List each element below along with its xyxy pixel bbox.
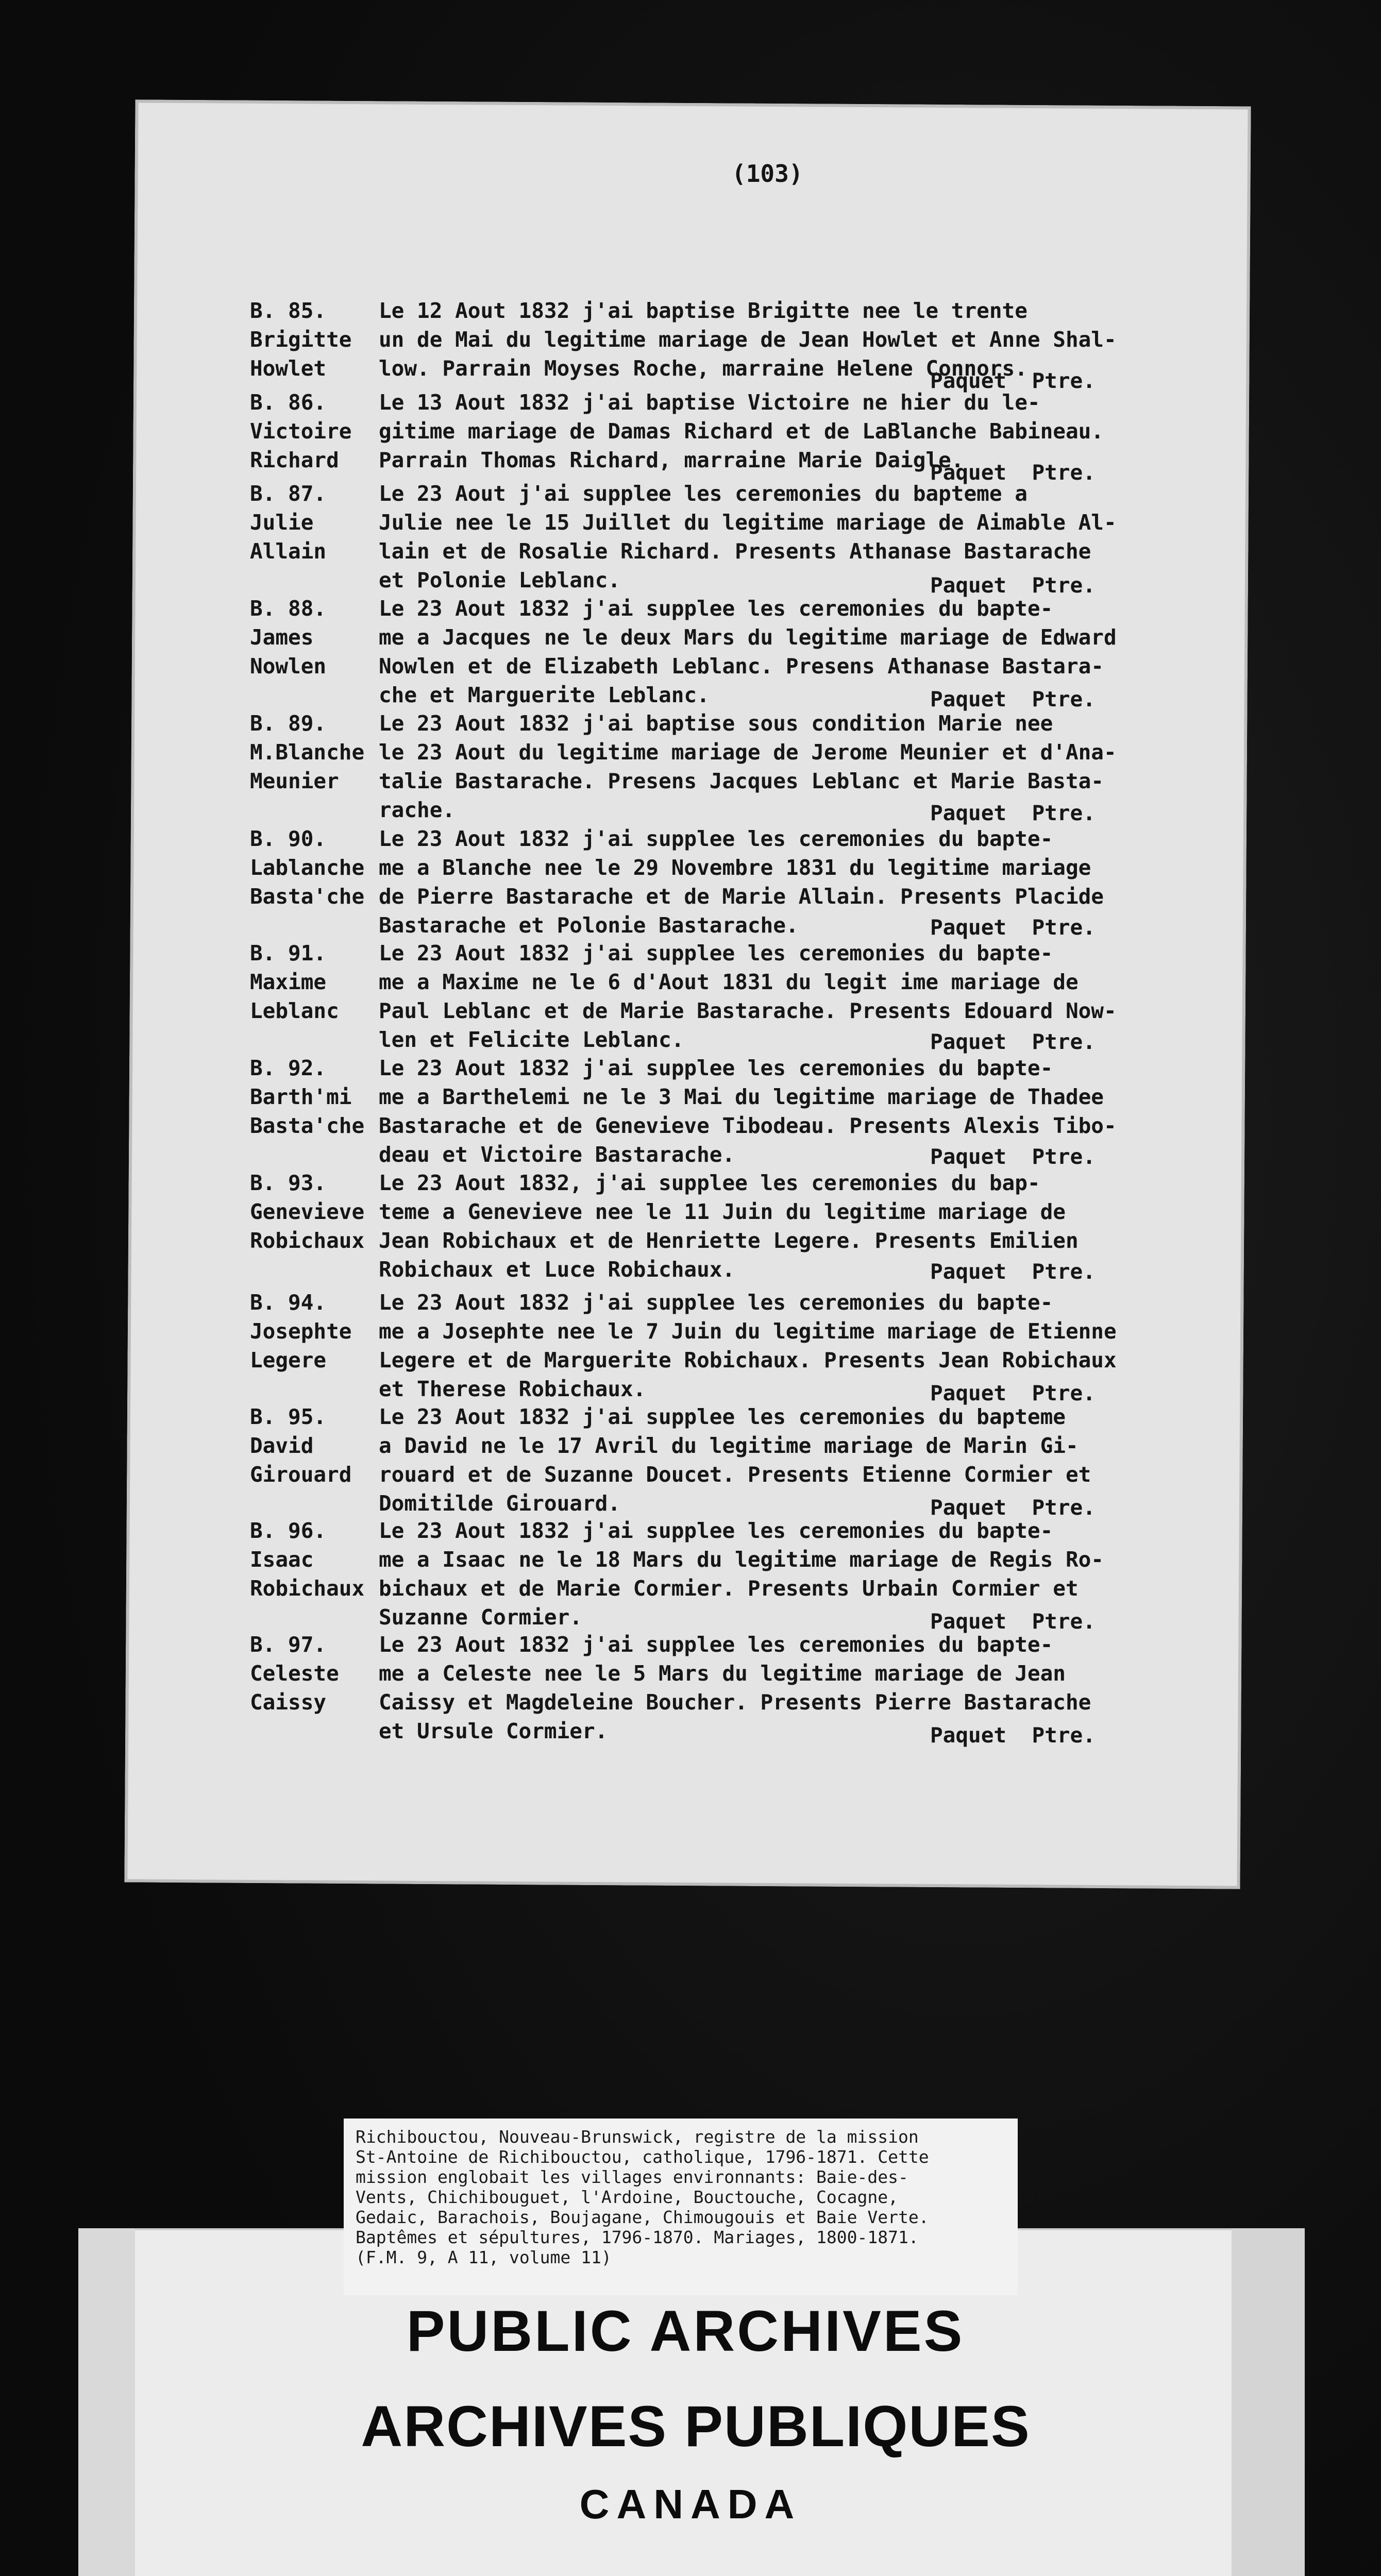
entry-text: Le 23 Aout 1832, j'ai supplee les ceremonies du bap- teme a Genevieve nee le 11 Juin du legitime mariage de Jean Robichaux et de Henriette Legere. Presents Emilien Robichaux et Luce Robichaux. <box>379 1171 1079 1282</box>
entry-text: Le 23 Aout 1832 j'ai supplee les ceremonies du bapte- me a Maxime ne le 6 d'Aout 1831 du legit ime mariage de Paul Leblanc et de Marie Bastarache. Presents Edouard Now- len et Felicite Leblanc. <box>379 941 1117 1052</box>
collection-label-text: Richibouctou, Nouveau-Brunswick, registre de la mission St-Antoine de Richibouctou, catholique, 1796-1871. Cette mission englobait les villages environnants: Baie-des- Vents, Chichibouguet, l'Ardoine, Bouctouche, Cocagne, Gedaic, Barachois, Boujagane, Chimougouis et Baie Verte. Baptêmes et sépultures, 1796-1870. Mariages, 1800-1871. (F.M. 9, A 11, volume 11) <box>356 2127 929 2267</box>
entry-text: Le 23 Aout j'ai supplee les ceremonies du bapteme a Julie nee le 15 Juillet du legitime mariage de Aimable Al- lain et de Rosalie Richard. Presents Athanase Bastarache et Polonie Leblanc. <box>379 481 1117 592</box>
archives-title-english: PUBLIC ARCHIVES <box>406 2299 965 2363</box>
entry-label: B. 93. Genevieve Robichaux <box>250 1171 365 1253</box>
baptism-entry-b97 <box>0 1630 1381 1748</box>
entry-text: Le 23 Aout 1832 j'ai supplee les ceremonies du bapte- me a Jacques ne le deux Mars du legitime mariage de Edward Nowlen et de Elizabeth Leblanc. Presens Athanase Bastara- che et Marguerite Leblanc. <box>379 596 1117 707</box>
baptism-entry-b87 <box>0 479 1381 598</box>
page-number: (103) <box>732 160 803 188</box>
baptism-entry-b89 <box>0 709 1381 825</box>
entry-signature: Paquet Ptre. <box>930 1609 1096 1634</box>
entry-text: Le 12 Aout 1832 j'ai baptise Brigitte nee le trente un de Mai du legitime mariage de Jean Howlet et Anne Shal- low. Parrain Moyses Roche, marraine Helene Connors. <box>379 298 1117 381</box>
entry-text: Le 23 Aout 1832 j'ai supplee les ceremonies du bapte- me a Barthelemi ne le 3 Mai du legitime mariage de Thadee Bastarache et de Genevieve Tibodeau. Presents Alexis Tibo- deau et Victoire Bastarache. <box>379 1056 1117 1167</box>
baptism-entry-b88 <box>0 594 1381 711</box>
entry-label: B. 97. Celeste Caissy <box>250 1632 339 1715</box>
entry-label: B. 94. Josephte Legere <box>250 1290 352 1372</box>
entry-label: B. 95. David Girouard <box>250 1404 352 1487</box>
entry-signature: Paquet Ptre. <box>930 687 1096 711</box>
baptism-entry-b91 <box>0 939 1381 1054</box>
entry-signature: Paquet Ptre. <box>930 1144 1096 1169</box>
entry-signature: Paquet Ptre. <box>930 368 1096 393</box>
baptism-entry-b95 <box>0 1402 1381 1520</box>
entry-label: B. 86. Victoire Richard <box>250 390 352 472</box>
entry-text: Le 23 Aout 1832 j'ai supplee les ceremonies du bapte- me a Celeste nee le 5 Mars du legitime mariage de Jean Caissy et Magdeleine Boucher. Presents Pierre Bastarache et Ursule Cormier. <box>379 1632 1091 1743</box>
baptism-entry-b94 <box>0 1288 1381 1405</box>
entry-label: B. 89. M.Blanche Meunier <box>250 711 365 793</box>
entry-text: Le 13 Aout 1832 j'ai baptise Victoire ne hier du le- gitime mariage de Damas Richard et de LaBlanche Babineau. Parrain Thomas Richard, marraine Marie Daigle. <box>379 390 1104 472</box>
entry-signature: Paquet Ptre. <box>930 915 1096 940</box>
entry-text: Le 23 Aout 1832 j'ai supplee les ceremonies du bapte- me a Blanche nee le 29 Novembre 1831 du legitime mariage de Pierre Bastarache et de Marie Allain. Presents Placide Bastarache et Polonie Bastarache. <box>379 826 1104 938</box>
entry-signature: Paquet Ptre. <box>930 1029 1096 1054</box>
entry-text: Le 23 Aout 1832 j'ai supplee les ceremonies du bapteme a David ne le 17 Avril du legitime mariage de Marin Gi- rouard et de Suzanne Doucet. Presents Etienne Cormier et Domitilde Girouard. <box>379 1404 1091 1516</box>
entry-signature: Paquet Ptre. <box>930 1259 1096 1284</box>
entry-text: Le 23 Aout 1832 j'ai supplee les ceremonies du bapte- me a Josephte nee le 7 Juin du legitime mariage de Etienne Legere et de Marguerite Robichaux. Presents Jean Robichaux et Therese Robichaux. <box>379 1290 1117 1401</box>
entry-signature: Paquet Ptre. <box>930 1381 1096 1405</box>
entry-signature: Paquet Ptre. <box>930 460 1096 485</box>
entry-label: B. 88. James Nowlen <box>250 596 327 679</box>
archives-country: CANADA <box>579 2481 802 2527</box>
baptism-entry-b90 <box>0 824 1381 940</box>
baptism-entry-b93 <box>0 1168 1381 1284</box>
archives-title-french: ARCHIVES PUBLIQUES <box>361 2394 1031 2459</box>
entry-signature: Paquet Ptre. <box>930 1723 1096 1748</box>
entry-signature: Paquet Ptre. <box>930 801 1096 825</box>
entry-label: B. 90. Lablanche Basta'che <box>250 826 365 909</box>
entry-text: Le 23 Aout 1832 j'ai baptise sous condition Marie nee le 23 Aout du legitime mariage de Jerome Meunier et d'Ana- talie Bastarache. Presens Jacques Leblanc et Marie Basta- rache. <box>379 711 1117 822</box>
baptism-entry-b96 <box>0 1516 1381 1634</box>
entry-label: B. 91. Maxime Leblanc <box>250 941 339 1023</box>
entry-signature: Paquet Ptre. <box>930 573 1096 598</box>
entry-signature: Paquet Ptre. <box>930 1495 1096 1520</box>
entry-label: B. 87. Julie Allain <box>250 481 327 564</box>
entry-text: Le 23 Aout 1832 j'ai supplee les ceremonies du bapte- me a Isaac ne le 18 Mars du legitime mariage de Regis Ro- bichaux et de Marie Cormier. Presents Urbain Cormier et Suzanne Cormier. <box>379 1518 1104 1630</box>
entry-label: B. 92. Barth'mi Basta'che <box>250 1056 365 1138</box>
entry-label: B. 85. Brigitte Howlet <box>250 298 352 381</box>
baptism-entry-b92 <box>0 1054 1381 1169</box>
entry-label: B. 96. Isaac Robichaux <box>250 1518 365 1601</box>
